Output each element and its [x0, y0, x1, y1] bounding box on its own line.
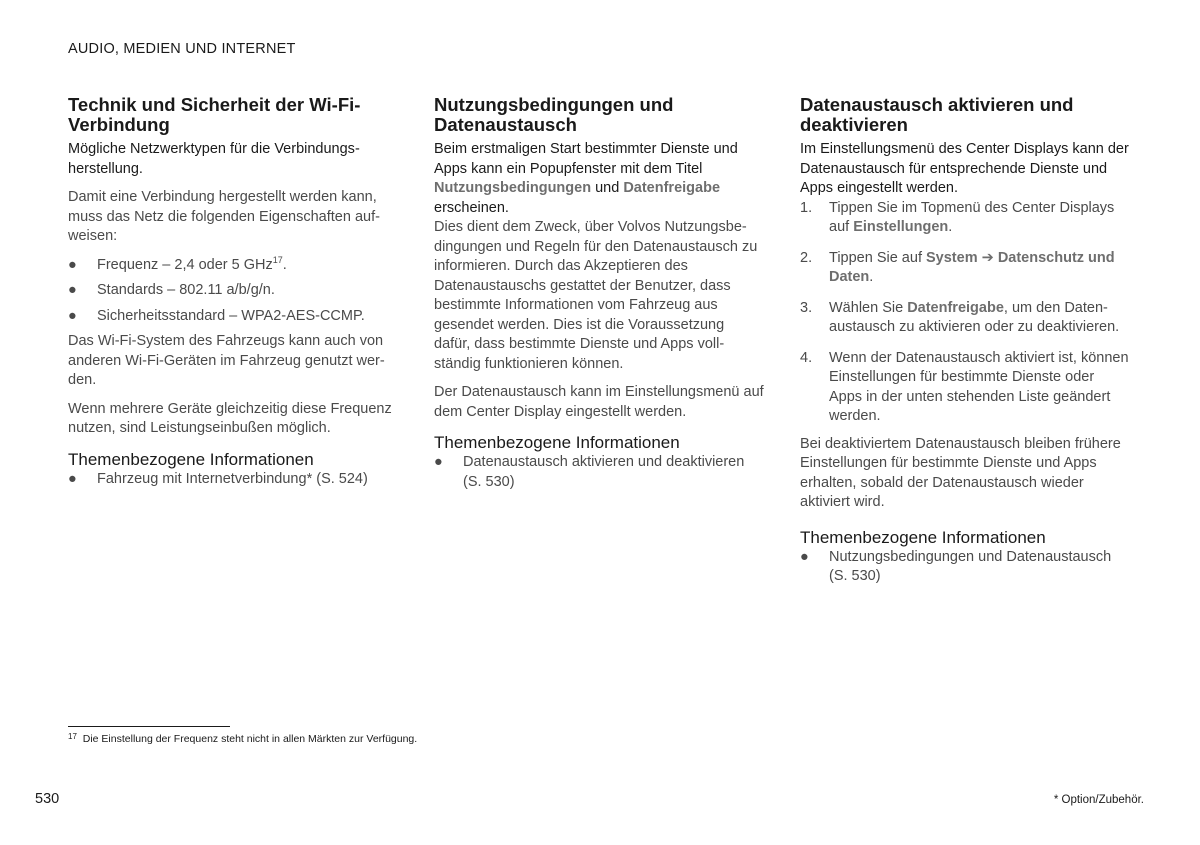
- step-text: .: [948, 219, 953, 235]
- related-info-heading: Themenbezogene Informationen: [800, 527, 1046, 547]
- section-heading: Technik und Sicherheit der Wi-Fi-Verbindung: [68, 94, 361, 135]
- body-paragraph: Der Datenaustausch kann im Einstellungsmenü auf dem Center Display eingestellt werden.: [434, 384, 764, 420]
- lead-text: erscheinen.: [434, 199, 509, 216]
- bullet-icon: ●: [800, 548, 809, 565]
- step-item: [800, 349, 1130, 427]
- lead-paragraph: Im Einstellungsmenü des Center Displays kann der Datenaustausch für entsprechende Dienste und Apps eingestellt werden.: [800, 141, 1129, 196]
- related-link-text[interactable]: Datenaustausch aktivieren und deaktivieren (S. 530): [463, 454, 745, 490]
- step-text: Wählen Sie: [829, 299, 908, 316]
- ui-term-privacy-data: Datenschutz und Daten: [829, 249, 1115, 285]
- related-info-list: [68, 470, 398, 490]
- step-text: , um den Datenaustausch zu aktivieren oder zu deaktivieren.: [829, 299, 1120, 335]
- bullet-icon: ●: [68, 470, 77, 487]
- lead-paragraph: Mögliche Netzwerktypen für die Verbindungsherstellung.: [68, 141, 360, 177]
- body-paragraph: Bei deaktiviertem Datenaustausch bleiben frühere Einstellungen für bestimmte Dienste und Apps erhalten, sobald der Datenaustausch wieder aktiviert wird.: [800, 435, 1121, 510]
- column-terms-data-sharing: [434, 95, 764, 492]
- step-text: Tippen Sie im Topmenü des Center Displays auf: [829, 199, 1115, 235]
- ui-term-terms-of-use: Nutzungsbedingungen: [434, 180, 592, 196]
- step-number: 3.: [800, 299, 813, 316]
- section-heading: Datenaustausch aktivieren und deaktivieren: [800, 94, 1074, 135]
- step-item: [800, 199, 1130, 238]
- body-paragraph: Das Wi-Fi-System des Fahrzeugs kann auch von anderen Wi-Fi-Geräten im Fahrzeug genutzt werden.: [68, 333, 385, 388]
- step-number: 2.: [800, 249, 813, 266]
- ui-term-settings: Einstellungen: [853, 219, 949, 235]
- ui-term-data-sharing: Datenfreigabe: [907, 299, 1004, 316]
- footnote-divider: [68, 726, 230, 727]
- column-wifi-security: [68, 95, 398, 489]
- lead-text: Beim erstmaligen Start bestimmter Dienste und Apps kann ein Popupfenster mit dem Titel: [434, 141, 738, 177]
- related-link-text[interactable]: Nutzungsbedingungen und Datenaustausch (S. 530): [829, 548, 1112, 584]
- ui-term-data-sharing: Datenfreigabe: [623, 180, 721, 196]
- bullet-icon: ●: [68, 256, 77, 273]
- related-link-text[interactable]: Fahrzeug mit Internetverbindung* (S. 524): [97, 470, 368, 487]
- footnote-number: 17: [68, 732, 77, 741]
- related-link[interactable]: [434, 453, 764, 492]
- body-paragraph: Wenn mehrere Geräte gleichzeitig diese Frequenz nutzen, sind Leistungseinbußen möglich.: [68, 400, 392, 436]
- section-heading: Nutzungsbedingungen und Datenaustausch: [434, 94, 674, 135]
- steps-list: [800, 199, 1130, 427]
- footnote-reference[interactable]: 17: [272, 254, 283, 265]
- related-info-heading: Themenbezogene Informationen: [68, 449, 314, 469]
- step-text: Tippen Sie auf: [829, 249, 926, 266]
- step-item: [800, 249, 1130, 288]
- related-info-heading: Themenbezogene Informationen: [434, 433, 680, 452]
- page-number: 530: [35, 791, 60, 807]
- list-item-text: Standards – 802.11 a/b/g/n.: [97, 282, 275, 298]
- bullet-icon: ●: [68, 307, 77, 324]
- list-item: [68, 307, 398, 327]
- lead-text: und: [591, 180, 624, 196]
- list-item: [68, 256, 398, 276]
- list-item: [68, 281, 398, 301]
- step-text: .: [869, 269, 874, 285]
- bullet-icon: ●: [434, 454, 443, 470]
- step-number: 4.: [800, 349, 813, 366]
- arrow-right-icon: ➔: [981, 249, 994, 266]
- related-link[interactable]: [68, 470, 398, 490]
- related-info-list: [800, 548, 1130, 587]
- footnote-text: Die Einstellung der Frequenz steht nicht in allen Märkten zur Verfügung.: [82, 733, 418, 745]
- lead-paragraph: [434, 140, 764, 218]
- step-item: [800, 299, 1130, 338]
- body-paragraph: Damit eine Verbindung hergestellt werden kann, muss das Netz die folgenden Eigenschaften aufweisen:: [68, 189, 380, 244]
- bullet-icon: ●: [68, 282, 77, 298]
- step-text: Wenn der Datenaustausch aktiviert ist, können Einstellungen für bestimmte Dienste oder Apps in der unten stehenden Liste geändert werden.: [829, 349, 1129, 424]
- ui-term-system: System: [926, 249, 978, 266]
- column-toggle-data-sharing: [800, 95, 1130, 587]
- related-link[interactable]: [800, 548, 1130, 587]
- related-info-list: [434, 453, 764, 492]
- requirements-list: [68, 256, 398, 327]
- list-item-text: Frequenz – 2,4 oder 5 GHz: [97, 256, 273, 273]
- page-header: AUDIO, MEDIEN UND INTERNET: [68, 41, 296, 57]
- body-paragraph: Dies dient dem Zweck, über Volvos Nutzungsbedingungen und Regeln für den Datenaustausch zu informieren. Durch das Akzeptieren des Datenaustauschs gestattet der Benutzer, dass bestimmte Informationen vom Fahrzeug aus gesendet werden. Dies ist die Voraussetzung dafür, dass bestimmte Dienste und Apps vollständig funktionieren können.: [434, 219, 758, 372]
- list-item-text: Sicherheitsstandard – WPA2-AES-CCMP.: [97, 307, 365, 324]
- step-number: 1.: [800, 199, 813, 216]
- footnote: [68, 733, 417, 745]
- option-note: * Option/Zubehör.: [1053, 794, 1144, 806]
- list-item-text-end: .: [282, 256, 287, 273]
